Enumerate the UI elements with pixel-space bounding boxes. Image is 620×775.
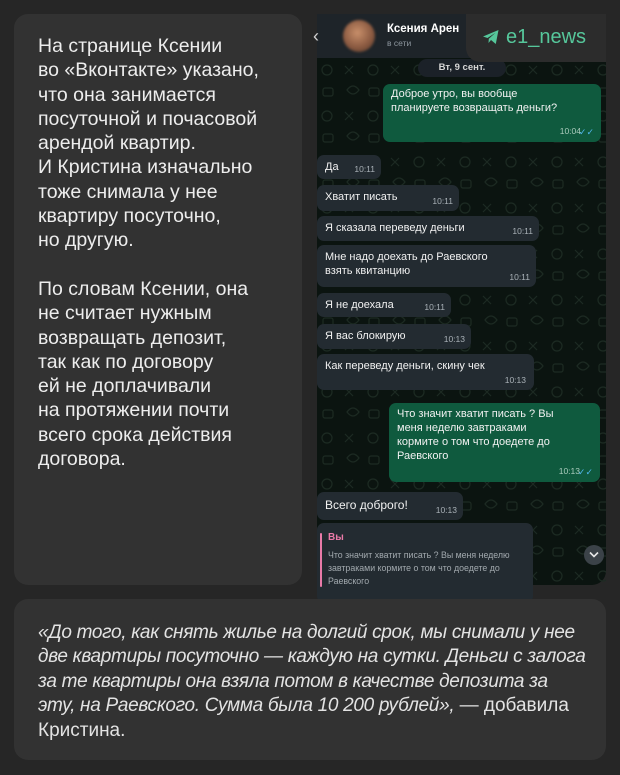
message-text: Как переведу деньги, скину чек <box>325 360 485 372</box>
message-time: 10:11 <box>512 226 533 236</box>
message-bubble-incoming[interactable] <box>317 492 463 520</box>
message-bubble-incoming[interactable] <box>317 293 451 317</box>
contact-status: в сети <box>387 38 412 48</box>
quote-italic: «До того, как снять жилье на долгий срок, мы снимали у нее две квартиры посуточно — каждую на сутки. Деньги с залога за те квартиры она взяла потом в качестве депозита за эту, на Раевского. Сумма была 10 200 рублей», <box>38 622 586 717</box>
read-receipt-icon: ✓✓ <box>577 467 593 477</box>
message-text: Всего доброго! <box>325 498 408 512</box>
chat-screenshot <box>313 14 606 586</box>
date-separator-text: Вт, 9 сент. <box>438 62 486 73</box>
reply-accent-bar <box>320 533 322 587</box>
message-text: Я вас блокирую <box>325 330 406 342</box>
reply-preview[interactable] <box>317 523 533 603</box>
message-time: 10:11 <box>432 196 453 206</box>
telegram-icon <box>482 29 500 45</box>
message-text: Что значит хватит писать ? Вы меня неделю завтраками кормите о том что доедете до Раевского <box>397 408 554 462</box>
brand-watermark <box>466 14 606 62</box>
message-time: 10:11 <box>354 164 375 174</box>
quote-attribution: — добавила Кристина. <box>38 695 569 741</box>
back-arrow-icon[interactable]: ‹ <box>313 26 319 46</box>
message-time: 10:13 <box>504 375 526 385</box>
message-bubble-incoming[interactable] <box>317 245 536 287</box>
message-time: 10:13 <box>443 334 465 344</box>
message-bubble-incoming[interactable] <box>317 155 381 179</box>
brand-name: e1_news <box>506 26 587 48</box>
quote-text <box>38 621 586 743</box>
quote-panel <box>14 599 606 760</box>
message-bubble-incoming[interactable] <box>317 324 471 349</box>
message-text: Хватит писать <box>325 191 398 203</box>
reply-author: Вы <box>328 532 344 543</box>
message-bubble-outgoing[interactable] <box>389 403 600 482</box>
contact-name[interactable]: Ксения Арен <box>387 23 460 35</box>
message-time: 10:13 <box>435 505 457 515</box>
read-receipt-icon: ✓✓ <box>578 127 594 137</box>
message-time: 10:13 <box>558 466 580 476</box>
message-time: 10:11 <box>424 302 445 312</box>
message-text: Мне надо доехать до Раевского взять квитанцию <box>325 251 488 277</box>
story-text: На странице Ксении во «Вконтакте» указано, что она занимается посуточной и почасовой арендой квартир. И Кристина изначально тоже снимала у нее квартиру посуточно, но другую. По словам Ксении, она не считает нужным возвращать депозит, так как по договору ей не доплачивали на протяжении почти всего срока действия договора. <box>38 35 259 471</box>
message-time: 10:11 <box>509 272 530 282</box>
chevron-down-icon <box>589 551 599 559</box>
message-bubble-incoming[interactable] <box>317 354 534 390</box>
message-bubble-incoming[interactable] <box>317 216 539 241</box>
message-time: 10:04 <box>559 126 581 136</box>
message-text: Я не доехала <box>325 299 394 311</box>
story-text-panel <box>14 14 302 585</box>
message-text: Да <box>325 161 339 173</box>
message-bubble-outgoing[interactable] <box>383 84 601 142</box>
message-text: Я сказала переведу деньги <box>325 222 465 234</box>
reply-text: Что значит хватит писать ? Вы меня неделю завтраками кормите о том что доедете до Раевского <box>328 550 510 586</box>
message-bubble-incoming[interactable] <box>317 185 459 211</box>
message-text: Доброе утро, вы вообще планируете возвращать деньги? <box>391 88 558 114</box>
contact-avatar[interactable] <box>343 20 375 52</box>
scroll-down-button[interactable] <box>584 545 604 565</box>
